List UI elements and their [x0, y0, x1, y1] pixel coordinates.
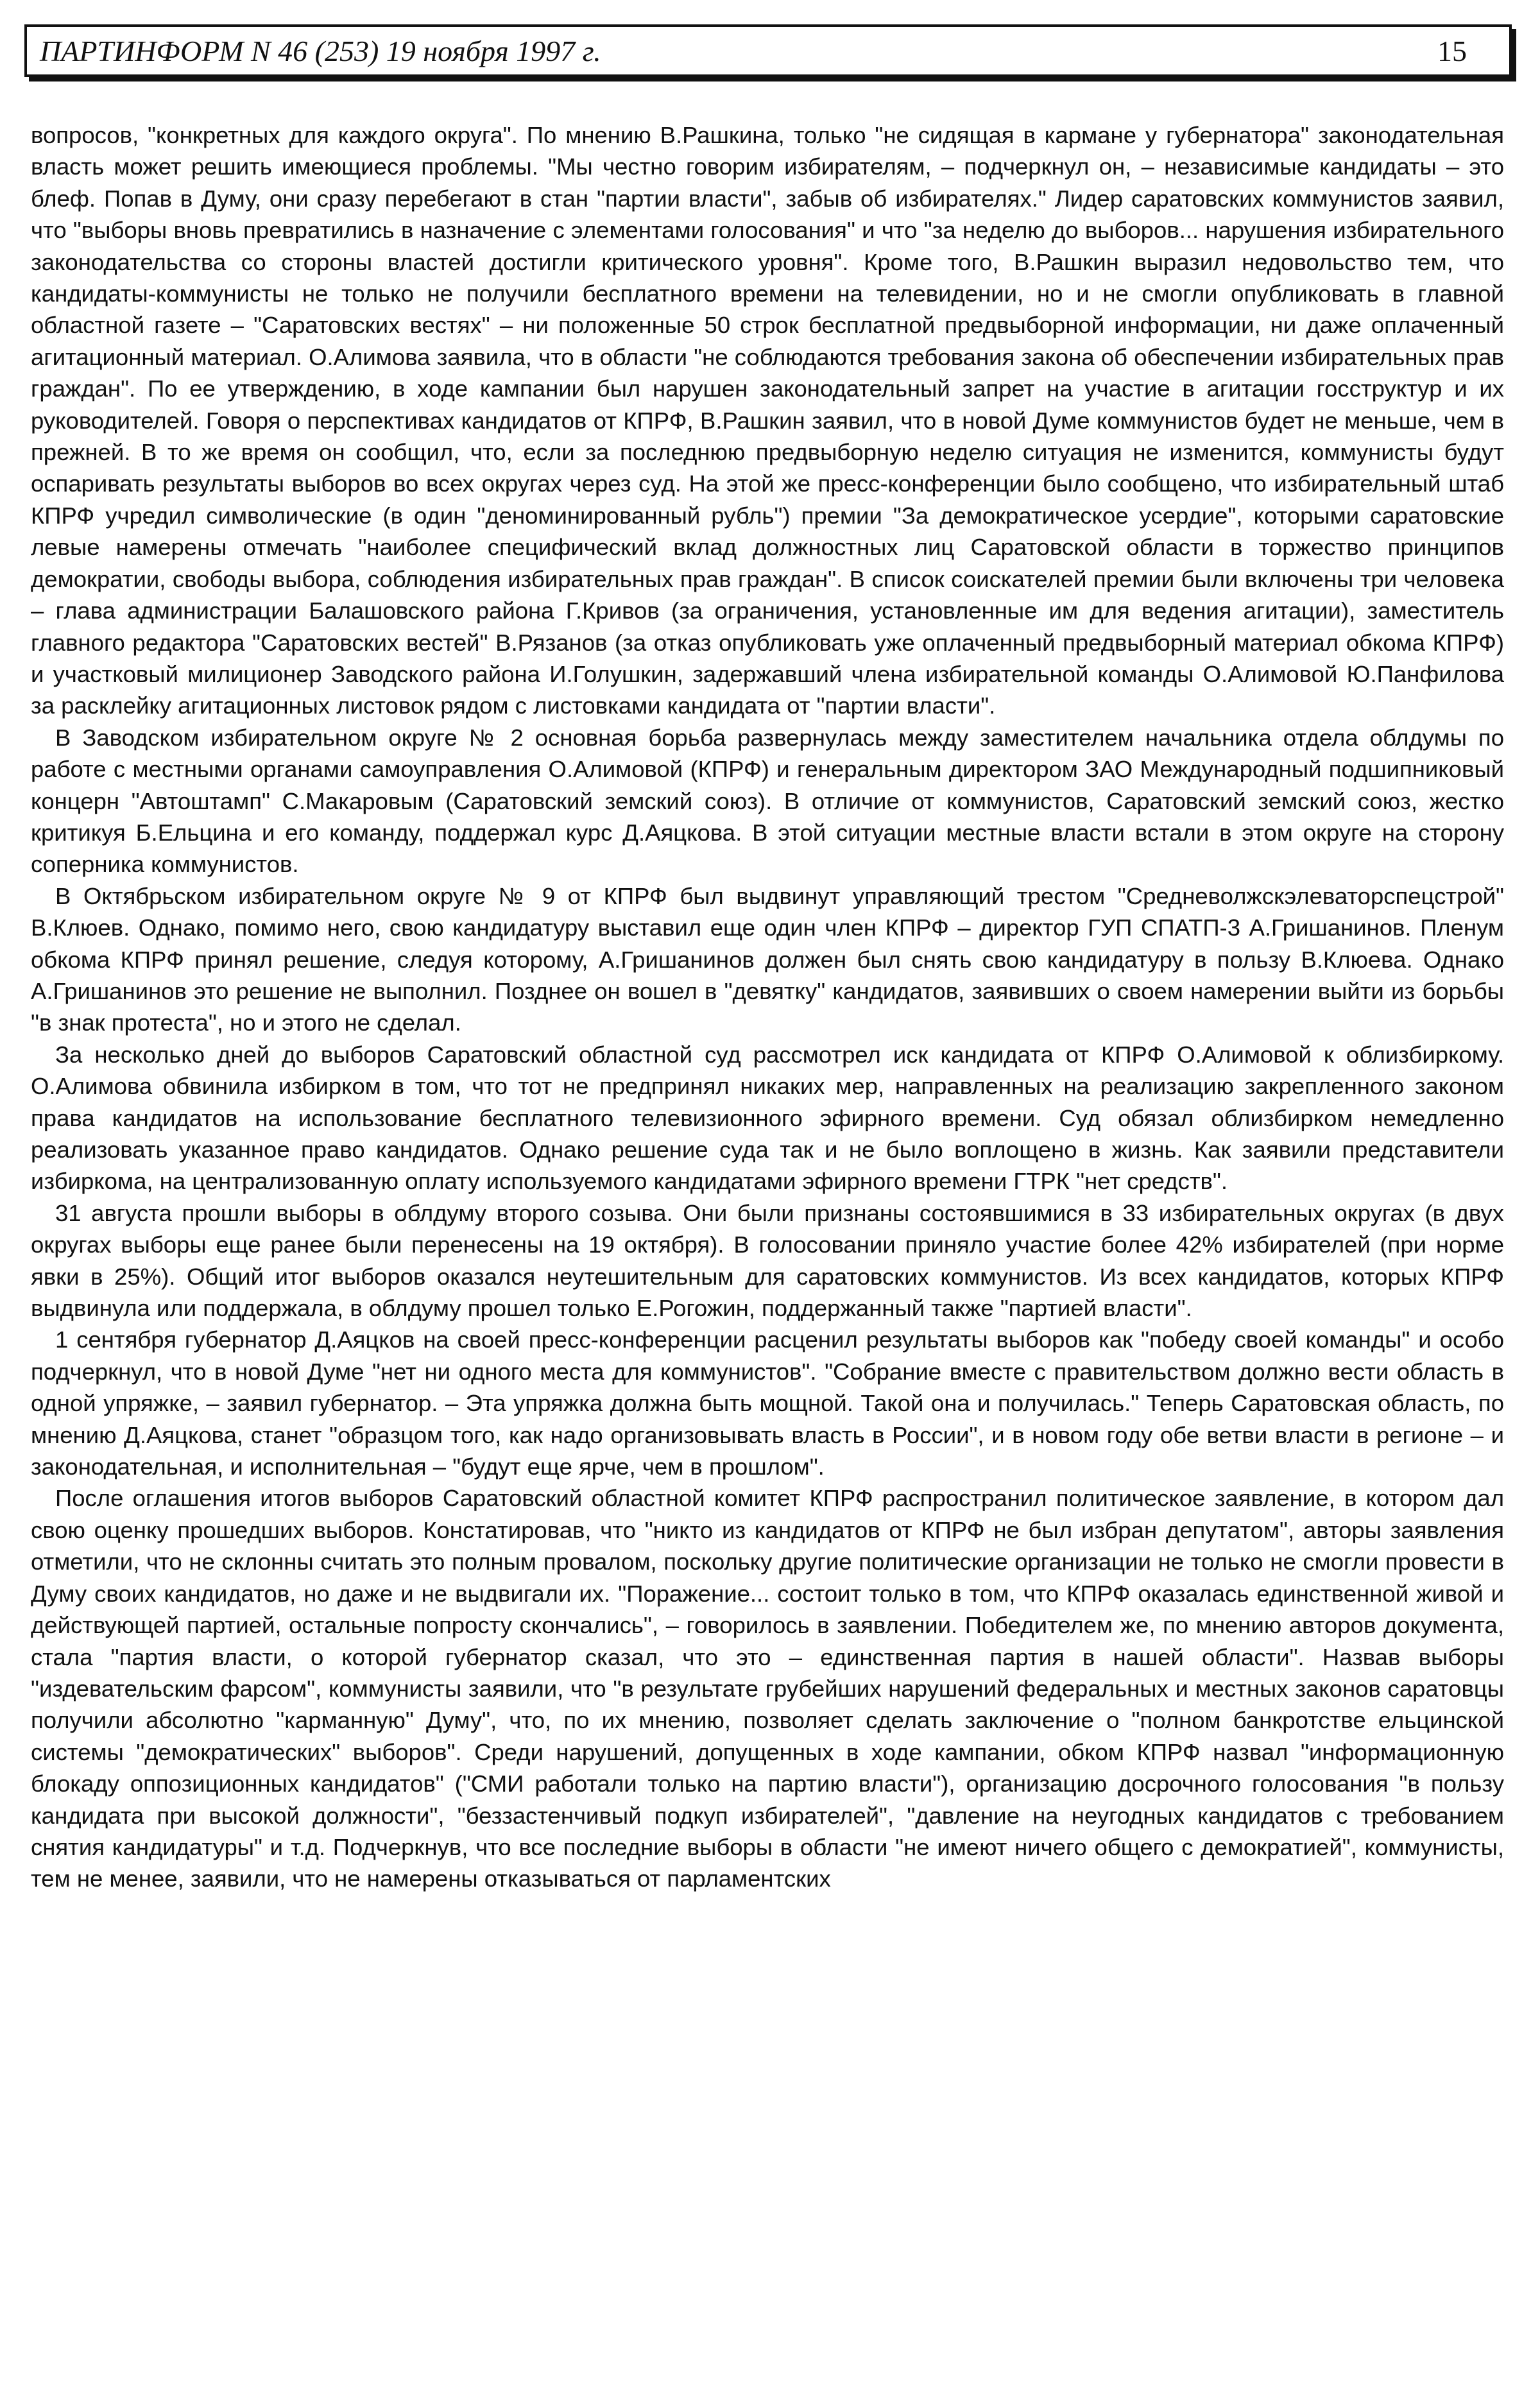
paragraph-5: 31 августа прошли выборы в облдуму второго созыва. Они были признаны состоявшимися в 33 избирательных округах (в двух округах выборы еще ранее были перенесены на 19 октября). В голосовании приняло участие более 42% избирателей (при норме явки в 25%). Общий итог выборов оказался неутешительным для саратовских коммунистов. Из всех кандидатов, которых КПРФ выдвинула или поддержала, в облдуму прошел только Е.Рогожин, поддержанный также "партией власти". — [31, 1199, 1504, 1322]
paragraph-2: В Заводском избирательном округе № 2 основная борьба развернулась между заместителем начальника отдела облдумы по работе с местными органами самоуправления О.Алимовой (КПРФ) и генеральным директором ЗАО Международный подшипниковый концерн "Автоштамп" С.Макаровым (Саратовский земский союз). В отличие от коммунистов, Саратовский земский союз, жестко критикуя Б.Ельцина и его команду, поддержал курс Д.Аяцкова. В этой ситуации местные власти встали в этом округе на сторону соперника коммунистов. — [31, 724, 1504, 878]
paragraph-3: В Октябрьском избирательном округе № 9 от КПРФ был выдвинут управляющий трестом "Средневолжскэлеваторспецстрой" В.Клюев. Однако, помимо него, свою кандидатуру выставил еще один член КПРФ – директор ГУП СПАТП-3 А.Гришанинов. Пленум обкома КПРФ принял решение, следуя которому, А.Гришанинов должен был снять свою кандидатуру в пользу В.Клюева. Однако А.Гришанинов это решение не выполнил. Позднее он вошел в "девятку" кандидатов, заявивших о своем намерении выйти из борьбы "в знак протеста", но и этого не сделал. — [31, 882, 1504, 1036]
page-number: 15 — [1437, 35, 1467, 67]
paragraph-6: 1 сентября губернатор Д.Аяцков на своей пресс-конференции расценил результаты выборов как "победу своей команды" и особо подчеркнул, что в новой Думе "нет ни одного места для коммунистов". "Собрание вместе с правительством должно вести область в одной упряжке, – заявил губернатор. – Эта упряжка должна быть мощной. Такой она и получилась." Теперь Саратовская область, по мнению Д.Аяцкова, станет "образцом того, как надо организовывать власть в России", и в новом году обе ветви власти в регионе – и законодательная, и исполнительная – "будут еще ярче, чем в прошлом". — [31, 1326, 1504, 1480]
publication-title: ПАРТИНФОРМ N 46 (253) 19 ноября 1997 г. — [40, 35, 601, 67]
paragraph-7: После оглашения итогов выборов Саратовский областной комитет КПРФ распространил политическое заявление, в котором дал свою оценку прошедших выборов. Констатировав, что "никто из кандидатов от КПРФ не был избран депутатом", авторы заявления отметили, что не склонны считать это полным провалом, поскольку другие политические организации не только не смогли провести в Думу своих кандидатов, но даже и не выдвигали их. "Поражение... состоит только в том, что КПРФ оказалась единственной живой и действующей партией, остальные попросту скончались", – говорилось в заявлении. Победителем же, по мнению авторов документа, стала "партия власти, о которой губернатор сказал, что это – единственная партия в нашей области". Назвав выборы "издевательским фарсом", коммунисты заявили, что "в результате грубейших нарушений федеральных и местных законов саратовцы получили абсолютно "карманную" Думу", что, по их мнению, позволяет сделать заключение о "полном банкротстве ельцинской системы "демократических" выборов". Среди нарушений, допущенных в ходе кампании, обком КПРФ назвал "информационную блокаду оппозиционных кандидатов" ("СМИ работали только на партию власти"), организацию досрочного голосования "в пользу кандидата при высокой должности", "беззастенчивый подкуп избирателей", "давление на неугодных кандидатов с требованием снятия кандидатуры" и т.д. Подчеркнув, что все последние выборы в области "не имеют ничего общего с демократией", коммунисты, тем не менее, заявили, что не намерены отказываться от парламентских — [31, 1485, 1504, 1892]
paragraph-4: За несколько дней до выборов Саратовский областной суд рассмотрел иск кандидата от КПРФ О.Алимовой к облизбиркому. О.Алимова обвинила избирком в том, что тот не предпринял никаких мер, направленных на реализацию закрепленного законом права кандидатов на использование бесплатного телевизионного эфирного времени. Суд обязал облизбирком немедленно реализовать указанное право кандидатов. Однако решение суда так и не было воплощено в жизнь. Как заявили представители избиркома, на централизованную оплату используемого кандидатами эфирного времени ГТРК "нет средств". — [31, 1041, 1504, 1195]
article-body — [31, 119, 1504, 1895]
page-header — [24, 24, 1512, 77]
paragraph-1: вопросов, "конкретных для каждого округа". По мнению В.Рашкина, только "не сидящая в кармане у губернатора" законодательная власть может решить имеющиеся проблемы. "Мы честно говорим избирателям, – подчеркнул он, – независимые кандидаты – это блеф. Попав в Думу, они сразу перебегают в стан "партии власти", забыв об избирателях." Лидер саратовских коммунистов заявил, что "выборы вновь превратились в назначение с элементами голосования" и что "за неделю до выборов... нарушения избирательного законодательства со стороны властей достигли критического уровня". Кроме того, В.Рашкин выразил недовольство тем, что кандидаты-коммунисты не только не получили бесплатного времени на телевидении, но и не смогли опубликовать в главной областной газете – "Саратовских вестях" – ни положенные 50 строк бесплатной предвыборной информации, ни даже оплаченный агитационный материал. О.Алимова заявила, что в области "не соблюдаются требования закона об обеспечении избирательных прав граждан". По ее утверждению, в ходе кампании был нарушен законодательный запрет на участие в агитации госструктур и их руководителей. Говоря о перспективах кандидатов от КПРФ, В.Рашкин заявил, что в новой Думе коммунистов будет не меньше, чем в прежней. В то же время он сообщил, что, если за последнюю предвыборную неделю ситуация не изменится, коммунисты будут оспаривать результаты выборов во всех округах через суд. На этой же пресс-конференции было сообщено, что избирательный штаб КПРФ учредил символические (в один "деноминированный рубль") премии "За демократическое усердие", которыми саратовские левые намерены отмечать "наиболее специфический вклад должностных лиц Саратовской области в торжество принципов демократии, свободы выбора, соблюдения избирательных прав граждан". В список соискателей премии были включены три человека – глава администрации Балашовского района Г.Кривов (за ограничения, установленные им для ведения агитации), заместитель главного редактора "Саратовских вестей" В.Рязанов (за отказ опубликовать уже оплаченный предвыборный материал обкома КПРФ) и участковый милиционер Заводского района И.Голушкин, задержавший члена избирательной команды О.Алимовой Ю.Панфилова за расклейку агитационных листовок рядом с листовками кандидата от "партии власти". — [31, 122, 1504, 719]
